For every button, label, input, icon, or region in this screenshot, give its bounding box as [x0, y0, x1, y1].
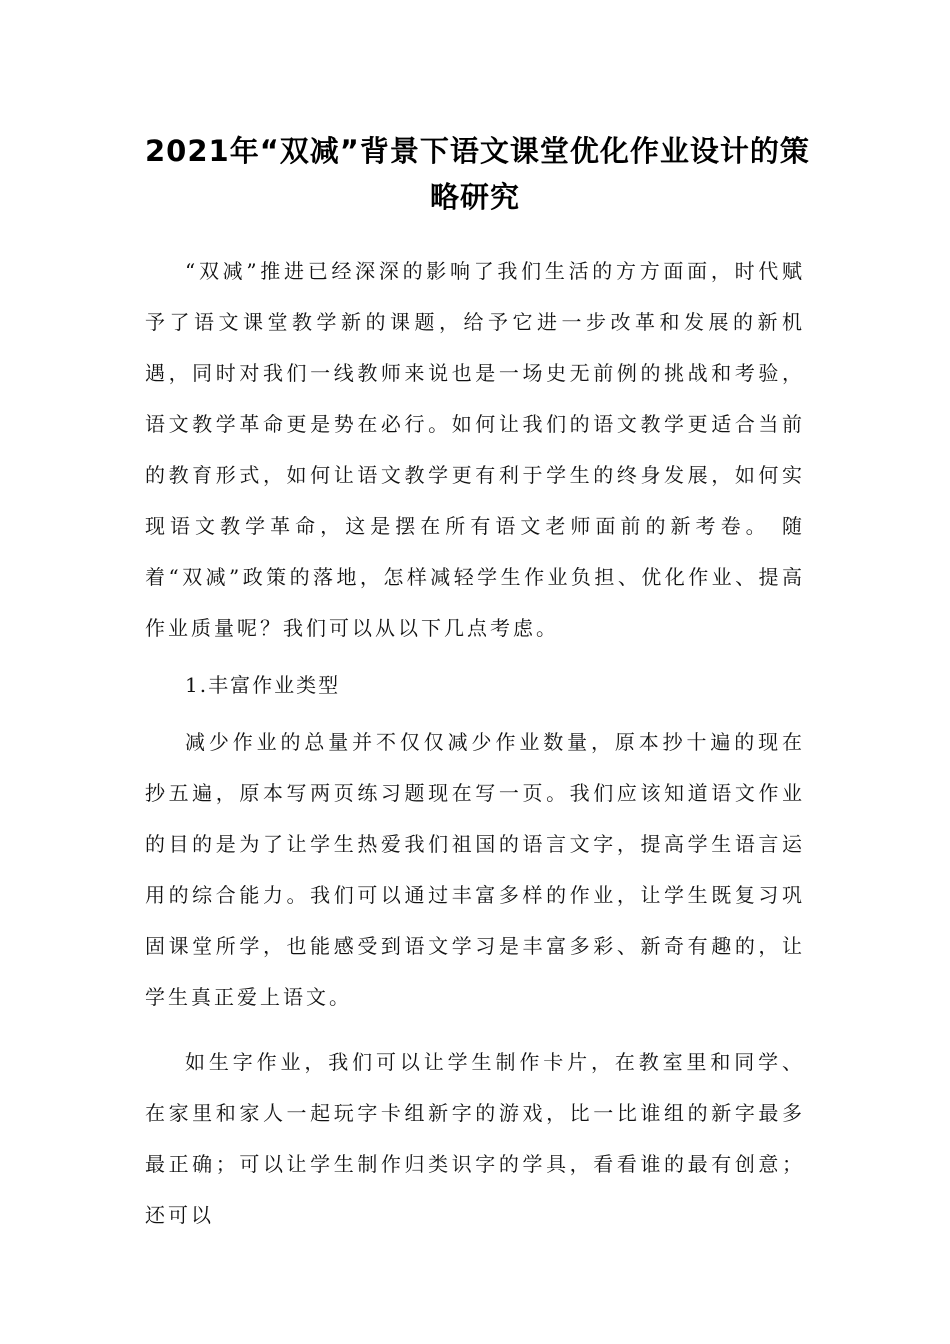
intro-paragraph: “双减”推进已经深深的影响了我们生活的方方面面，时代赋予了语文课堂教学新的课题，给予它进一步改革和发展的新机遇，同时对我们一线教师来说也是一场史无前例的挑战和考验，语文教学革命更是势在必行。如何让我们的语文教学更适合当前的教育形式，如何让语文教学更有利于学生的终身发展，如何实现语文教学革命，这是摆在所有语文老师面前的新考卷。 随着“双减”政策的落地，怎样减轻学生作业负担、优化作业、提高作业质量呢？我们可以从以下几点考虑。: [145, 259, 805, 640]
title-line-1: 2021年“双减”背景下语文课堂优化作业设计的策: [145, 134, 810, 168]
document-body: [145, 246, 805, 1241]
body-paragraph: 减少作业的总量并不仅仅减少作业数量，原本抄十遍的现在抄五遍，原本写两页练习题现在写一页。我们应该知道语文作业的目的是为了让学生热爱我们祖国的语言文字，提高学生语言运用的综合能力。我们可以通过丰富多样的作业，让学生既复习巩固课堂所学，也能感受到语文学习是丰富多彩、新奇有趣的，让学生真正爱上语文。: [145, 730, 805, 1009]
title-line-2: 略研究: [429, 180, 520, 214]
document-title: [145, 128, 810, 220]
body-paragraph: 如生字作业，我们可以让学生制作卡片，在教室里和同学、在家里和家人一起玩字卡组新字的游戏，比一比谁组的新字最多最正确；可以让学生制作归类识字的学具，看看谁的最有创意；还可以: [145, 1050, 805, 1227]
section-heading: 1.丰富作业类型: [185, 673, 341, 697]
